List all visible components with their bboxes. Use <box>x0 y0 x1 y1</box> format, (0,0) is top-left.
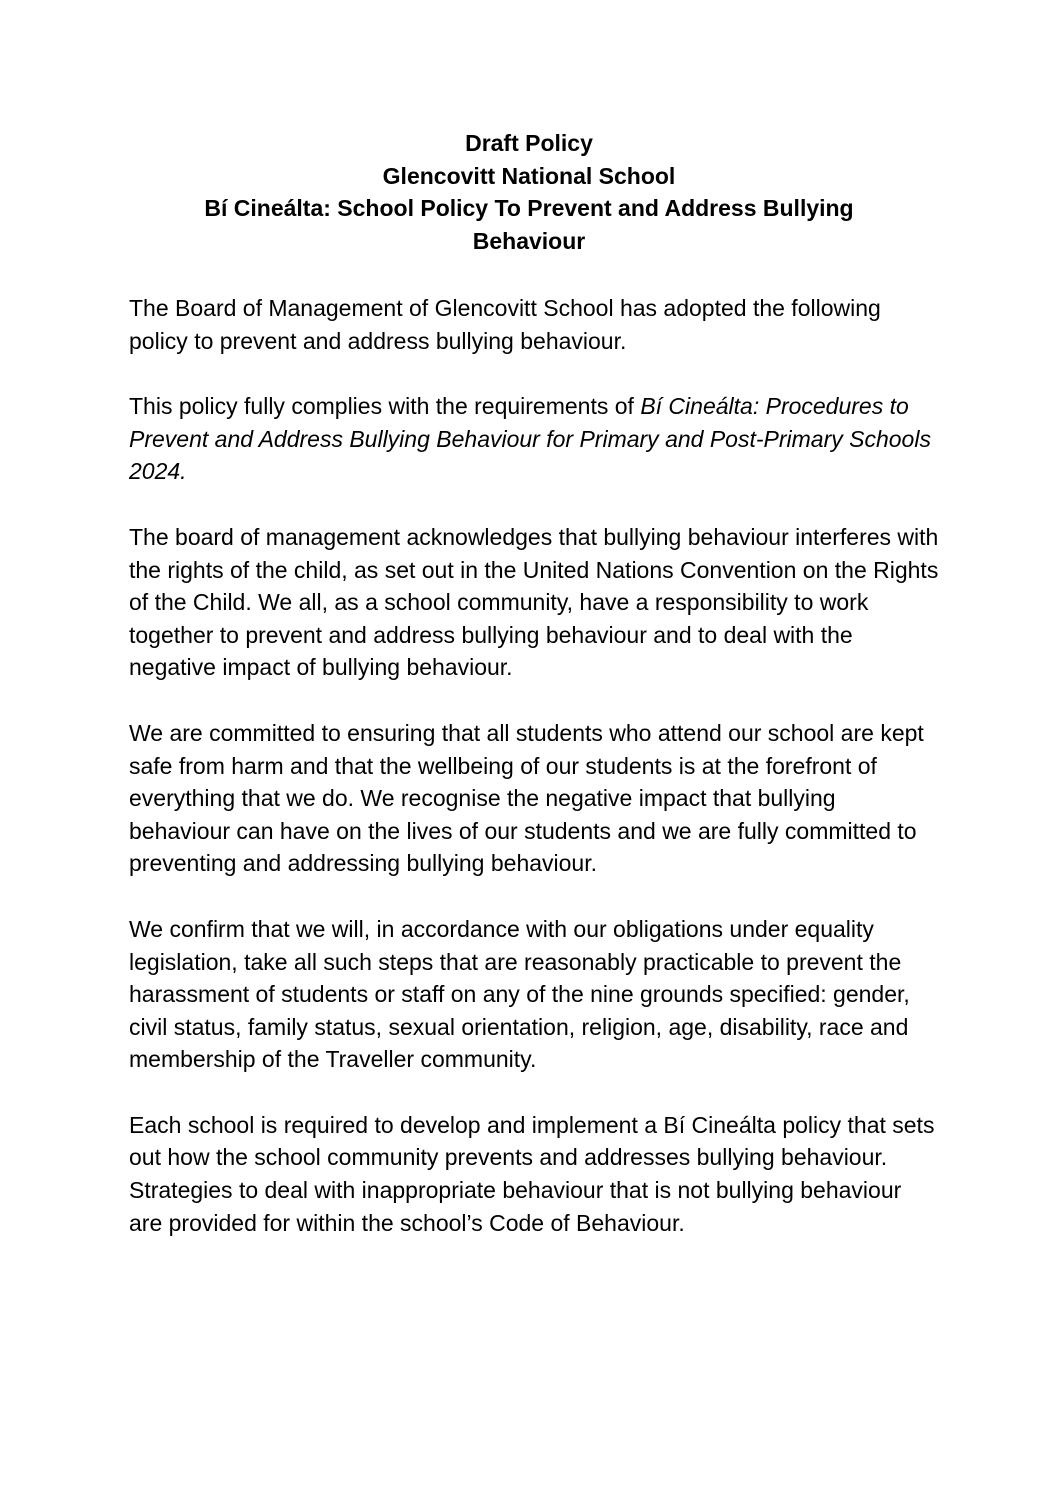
header-policy-title-cont: Behaviour <box>472 227 586 254</box>
paragraph-policy-requirement: Each school is required to develop and implement a Bí Cineálta policy that sets out how the school community prevents and addresses bullying behaviour. Strategies to deal with inappropriate behaviour that is not bullying behaviour are provided for within the school’s Code of Behaviour. <box>129 1111 935 1236</box>
paragraph-adoption: The Board of Management of Glencovitt School has adopted the following policy to prevent and address bullying behaviour. <box>129 295 881 354</box>
paragraph-equality: We confirm that we will, in accordance with our obligations under equality legislation, take all such steps that are reasonably practicable to prevent the harassment of students or staff on any of the nine grounds specified: gender, civil status, family status, sexual orientation, religion, age, disability, race and membership of the Traveller community. <box>129 915 910 1073</box>
paragraph-compliance <box>129 390 939 488</box>
header-policy-title: Bí Cineálta: School Policy To Prevent and Address Bullying <box>204 195 854 221</box>
paragraph-commitment: We are committed to ensuring that all students who attend our school are kept safe from harm and that the wellbeing of our students is at the forefront of everything that we do. We recognise the negative impact that bullying behaviour can have on the lives of our students and we are fully committed to preventing and addressing bullying behaviour. <box>129 719 924 877</box>
header-draft-policy: Draft Policy <box>465 130 593 156</box>
paragraph-rights: The board of management acknowledges that bullying behaviour interferes with the rights of the child, as set out in the United Nations Convention on the Rights of the Child. We all, as a school community, have a responsibility to work together to prevent and address bullying behaviour and to deal with the negative impact of bullying behaviour. <box>129 523 939 681</box>
document-body <box>129 292 939 1272</box>
document-header <box>0 127 1058 257</box>
header-school-name: Glencovitt National School <box>382 162 676 189</box>
paragraph-compliance-reference: Bí Cineálta: Procedures to Prevent and Address Bullying Behaviour for Primary and Post-Primary Schools 2024. <box>129 393 931 485</box>
paragraph-compliance-lead: This policy fully complies with the requirements of <box>129 393 641 420</box>
